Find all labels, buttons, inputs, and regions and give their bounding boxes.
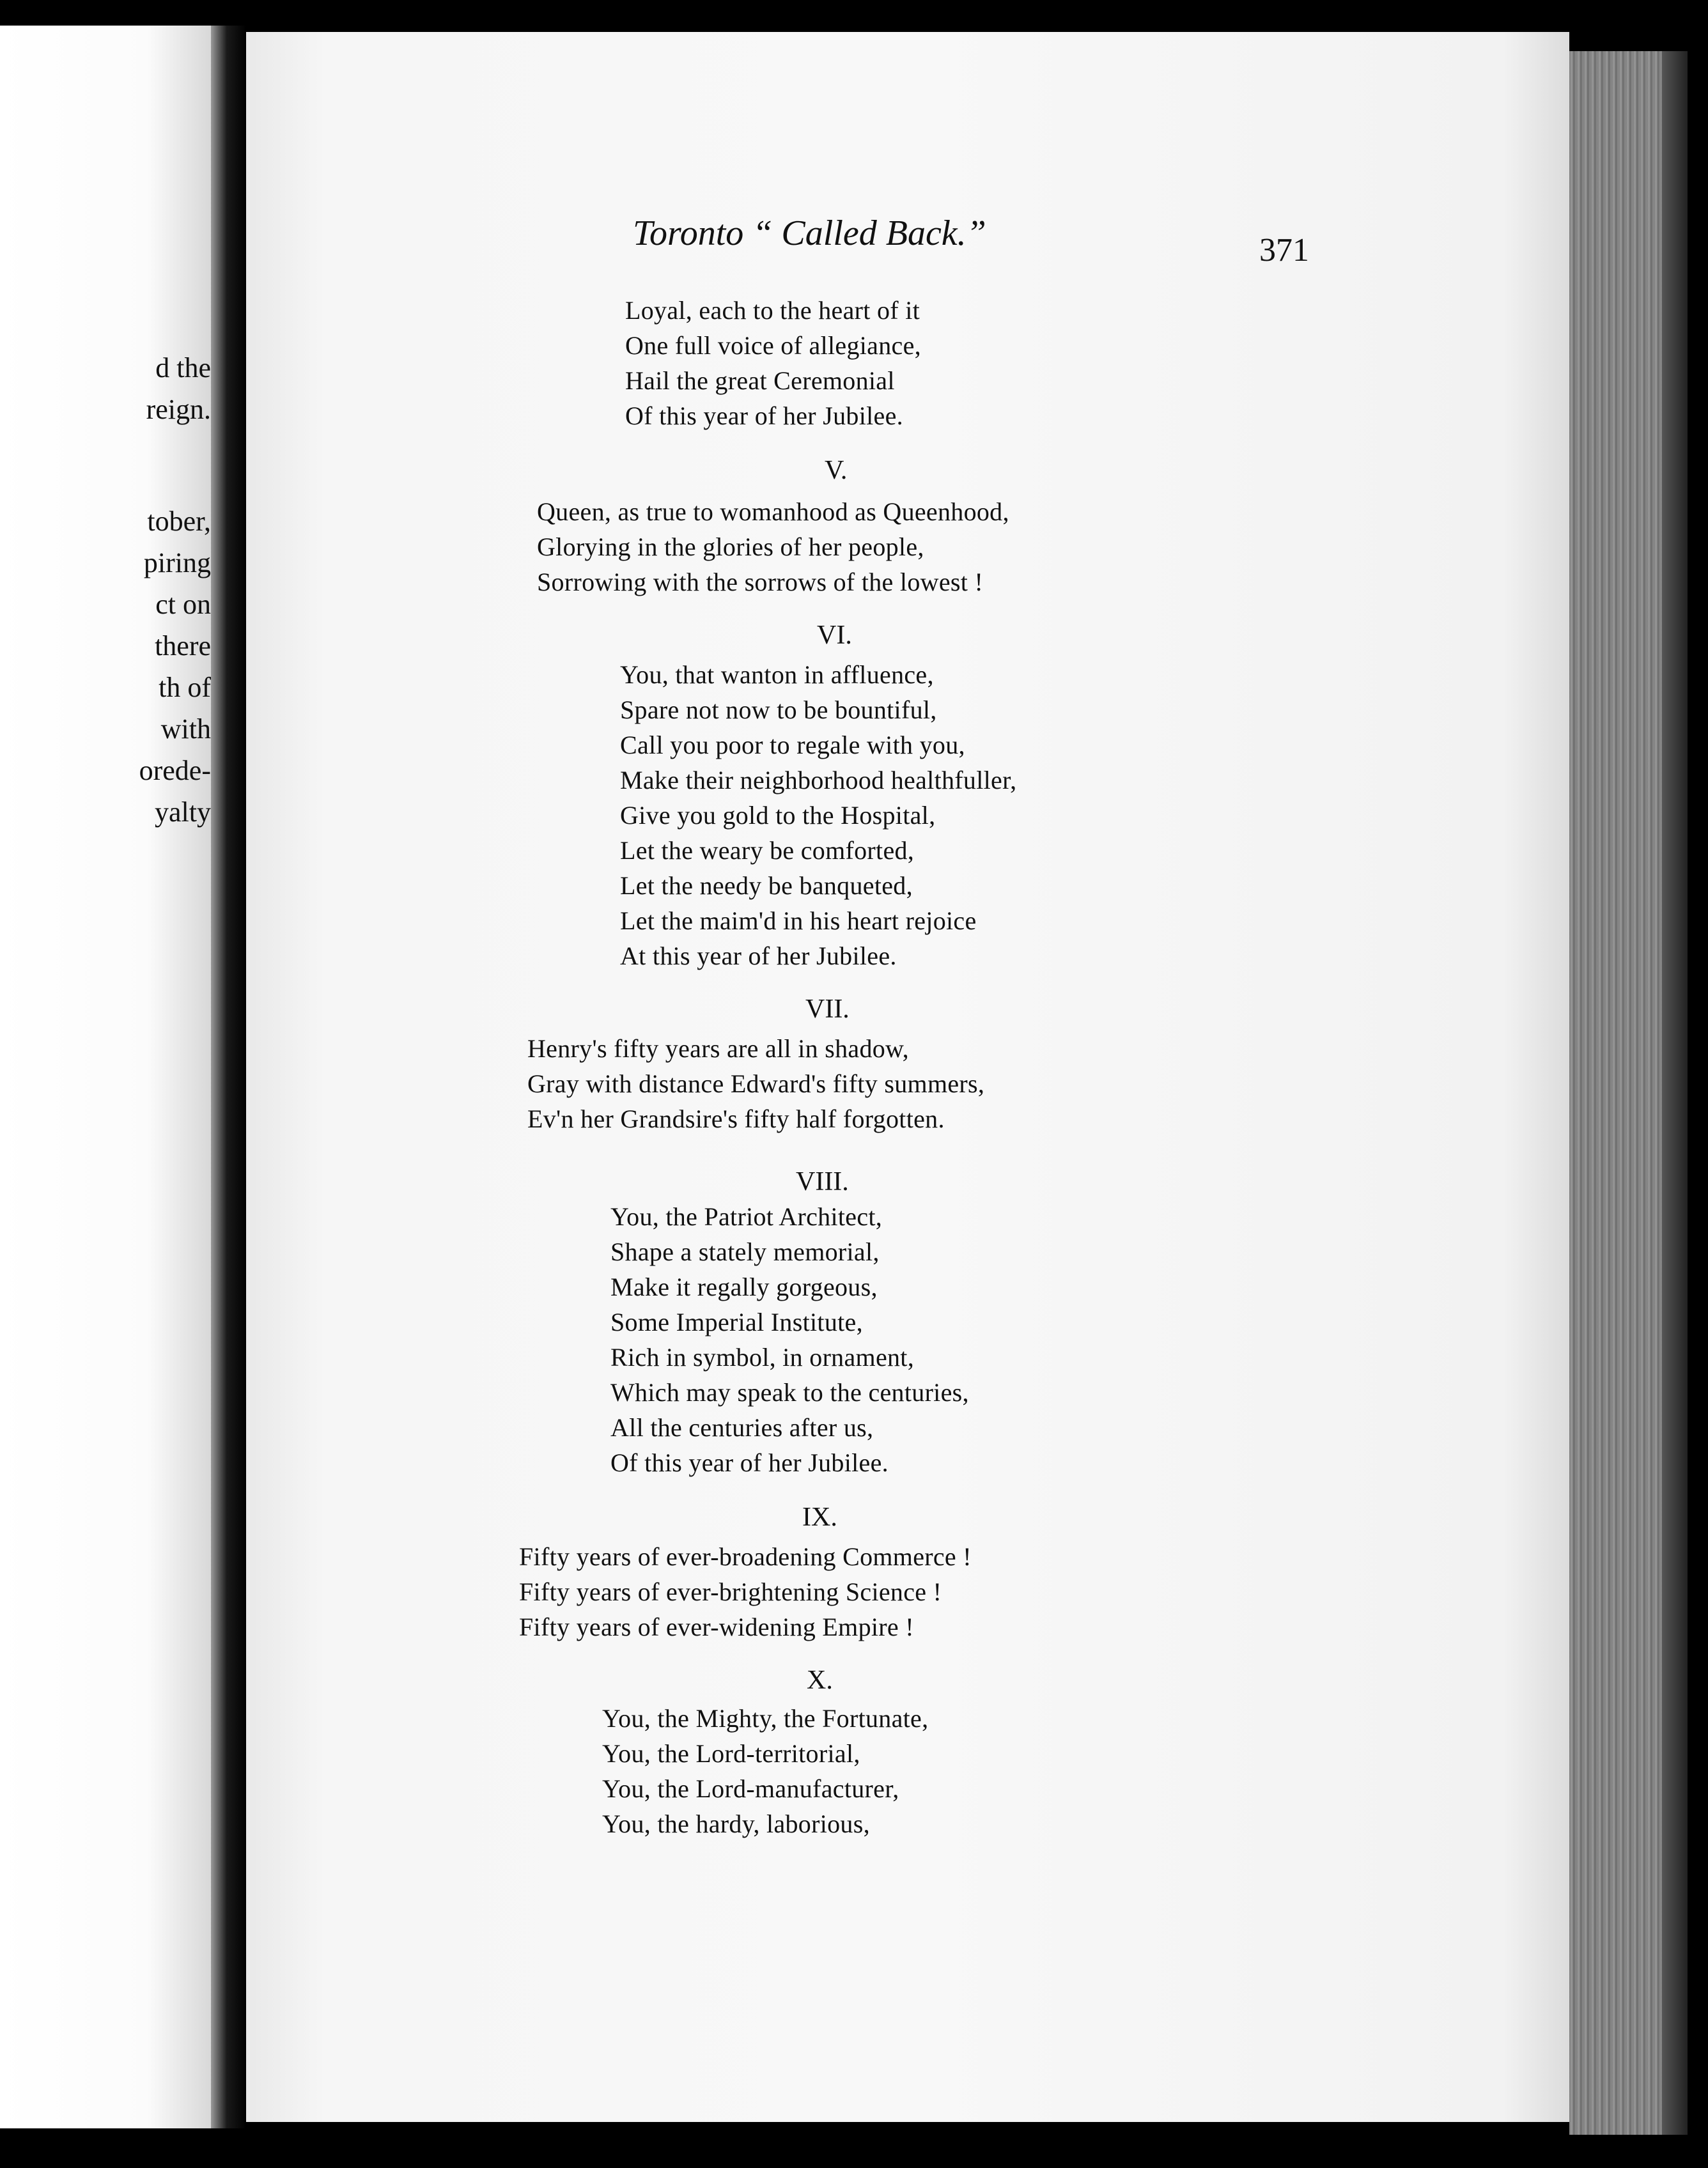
poem-line: Make it regally gorgeous, [610,1273,878,1301]
left-page-fragment: there [155,630,211,662]
poem-line: Fifty years of ever-widening Empire ! [519,1613,914,1641]
left-page-fragment: th of [159,672,211,703]
stanza-heading: VIII. [796,1167,849,1196]
poem-line: Of this year of her Jubilee. [610,1448,889,1477]
left-page-fragment: ct on [155,589,211,620]
poem-line: Rich in symbol, in ornament, [610,1343,915,1372]
poem-line: One full voice of allegiance, [625,331,921,360]
poem-line: Fifty years of ever-brightening Science ! [519,1577,942,1606]
running-head: Toronto “ Called Back.” [633,213,986,253]
poem-line: You, the Patriot Architect, [610,1202,883,1231]
poem-line: Call you poor to regale with you, [620,731,965,759]
poem-line: Hail the great Ceremonial [625,366,895,395]
poem-line: You, that wanton in affluence, [620,660,934,689]
left-page-fragment: with [160,713,211,745]
poem-line: Let the weary be comforted, [620,836,915,865]
stanza-heading: VI. [817,621,852,650]
poem-line: Henry's fifty years are all in shadow, [527,1034,909,1063]
left-page-fragment: yalty [155,796,211,828]
poem-line: Let the maim'd in his heart rejoice [620,906,977,935]
poem-line: Shape a stately memorial, [610,1237,880,1266]
poem-line: Fifty years of ever-broadening Commerce ! [519,1542,972,1571]
page-number: 371 [1259,232,1309,268]
left-page [0,26,211,2128]
poem-line: Queen, as true to womanhood as Queenhood, [537,497,1009,526]
left-page-fragment: piring [143,547,211,578]
stanza-heading: V. [825,456,848,485]
book-gutter [211,26,246,2128]
stanza-heading: VII. [805,995,850,1024]
stanza-heading: IX. [802,1503,837,1532]
left-page-fragment: d the [155,352,211,383]
left-page-fragment: orede- [139,755,211,786]
left-page-fragment: reign. [146,394,211,425]
poem-line: Sorrowing with the sorrows of the lowest ! [537,568,984,596]
poem-line: You, the hardy, laborious, [602,1809,870,1838]
stanza-heading: X. [807,1666,833,1695]
poem-line: You, the Lord-manufacturer, [602,1774,899,1803]
poem-line: Let the needy be banqueted, [620,871,913,900]
page-edges [1569,51,1688,2135]
poem-line: Make their neighborhood healthfuller, [620,766,1017,794]
poem-line: You, the Lord-territorial, [602,1739,860,1768]
poem-line: Give you gold to the Hospital, [620,801,936,830]
poem-line: Of this year of her Jubilee. [625,401,903,430]
poem-line: You, the Mighty, the Fortunate, [602,1704,929,1733]
poem-line: Spare not now to be bountiful, [620,695,937,724]
poem-line: Loyal, each to the heart of it [625,296,920,325]
left-page-fragment: tober, [147,506,211,537]
poem-line: At this year of her Jubilee. [620,941,897,970]
poem-line: Ev'n her Grandsire's fifty half forgotten. [527,1104,945,1133]
poem-line: Which may speak to the centuries, [610,1378,969,1407]
poem-line: Glorying in the glories of her people, [537,532,924,561]
poem-line: Some Imperial Institute, [610,1308,863,1336]
poem-line: Gray with distance Edward's fifty summers, [527,1069,985,1098]
poem-line: All the centuries after us, [610,1413,874,1442]
